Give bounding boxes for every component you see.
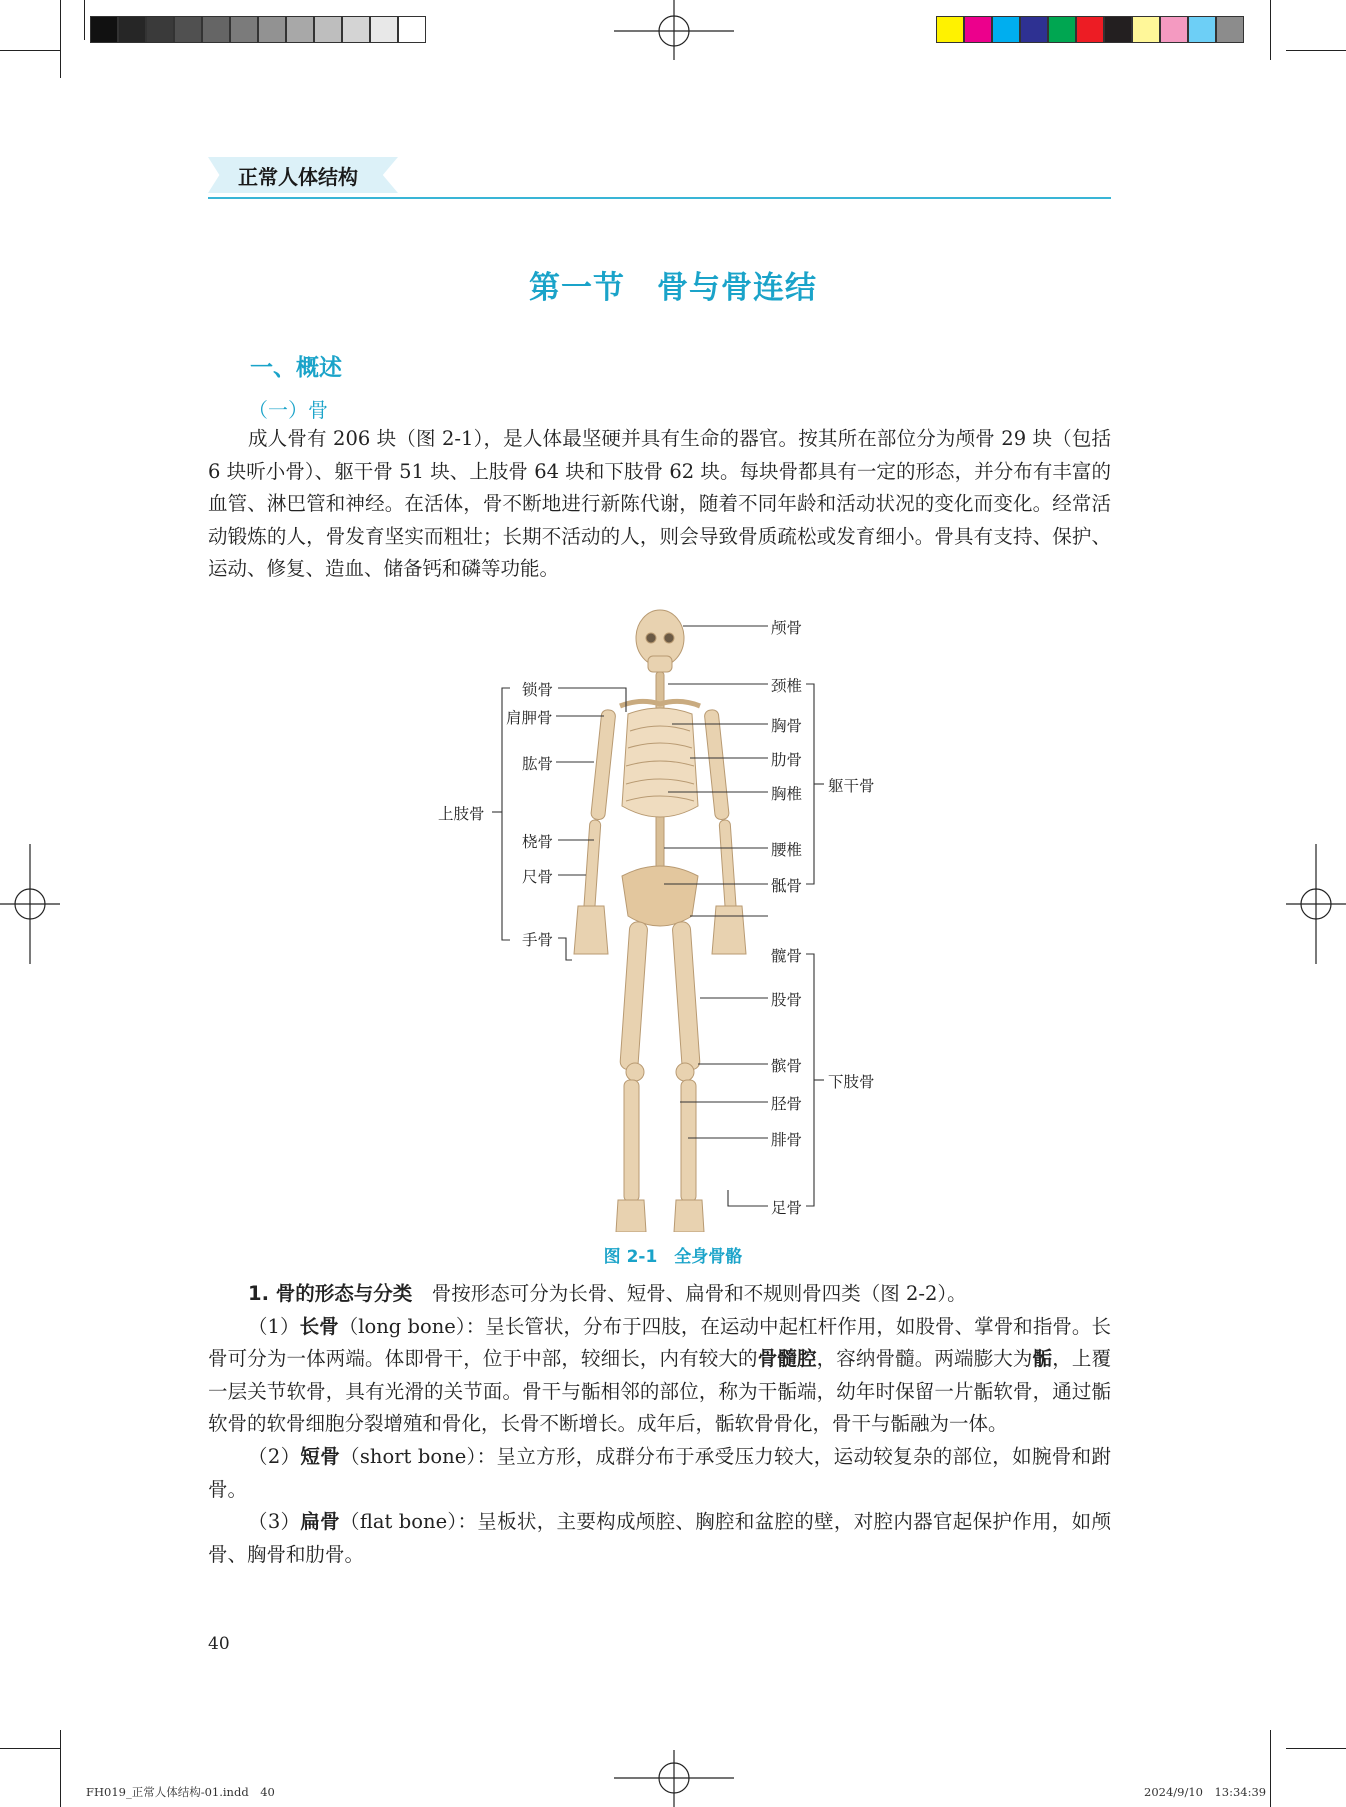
label-tibia: 胫骨 bbox=[771, 1095, 803, 1113]
label-hip: 髋骨 bbox=[771, 947, 803, 965]
paragraph-classification: 1. 骨的形态与分类 骨按形态可分为长骨、短骨、扁骨和不规则骨四类（图 2-2）。 bbox=[248, 1282, 967, 1305]
body-text bbox=[208, 1278, 1111, 1571]
label-ulna: 尺骨 bbox=[522, 868, 554, 886]
label-foot: 足骨 bbox=[771, 1199, 803, 1217]
label-trunk: 躯干骨 bbox=[828, 777, 875, 795]
label-lower-limb: 下肢骨 bbox=[828, 1073, 875, 1091]
heading-bone: （一）骨 bbox=[248, 398, 328, 422]
label-radius: 桡骨 bbox=[522, 833, 554, 851]
label-sacrum: 骶骨 bbox=[771, 877, 803, 895]
running-header: 正常人体结构 bbox=[238, 165, 358, 189]
intro-paragraph: 成人骨有 206 块（图 2-1），是人体最坚硬并具有生命的器官。按其所在部位分为颅骨 29 块（包括 6 块听小骨）、躯干骨 51 块、上肢骨 64 块和下肢骨 62 块。每块骨都具有一定的形态，并分布有丰富的血管、淋巴管和神经。在活体，骨不断地进行新陈代谢，随着不同年龄和活动状况的变化而变化。经常活动锻炼的人，骨发育坚实而粗壮；长期不活动的人，则会导致骨质疏松或发育细小。骨具有支持、保护、运动、修复、造血、储备钙和磷等功能。 bbox=[208, 427, 1111, 581]
label-lumbar: 腰椎 bbox=[771, 841, 803, 859]
label-cervical: 颈椎 bbox=[771, 677, 803, 695]
label-patella: 髌骨 bbox=[771, 1057, 803, 1075]
paragraph-long-bone: （1）长骨（long bone）：呈长管状，分布于四肢，在运动中起杠杆作用，如股骨、掌骨和指骨。长骨可分为一体两端。体即骨干，位于中部，较细长，内有较大的骨髓腔，容纳骨髓。两端膨大为骺，上覆一层关节软骨，具有光滑的关节面。骨干与骺相邻的部位，称为干骺端，幼年时保留一片骺软骨，通过骺软骨的软骨细胞分裂增殖和骨化，长骨不断增长。成年后，骺软骨骨化，骨干与骺融为一体。 bbox=[208, 1314, 1111, 1436]
term-short-bone: 短骨 bbox=[300, 1444, 341, 1468]
heading-overview: 一、概述 bbox=[250, 355, 342, 381]
label-skull: 颅骨 bbox=[771, 619, 803, 637]
label-humerus: 肱骨 bbox=[522, 755, 554, 773]
term-epiphysis: 骺 bbox=[1032, 1347, 1053, 1371]
paragraph-flat-bone: （3）扁骨（flat bone）：呈板状，主要构成颅腔、胸腔和盆腔的壁，对腔内器官起保护作用，如颅骨、胸骨和肋骨。 bbox=[208, 1510, 1111, 1566]
figure-caption: 图 2-1 全身骨骼 bbox=[603, 1247, 743, 1267]
label-fibula: 腓骨 bbox=[771, 1131, 803, 1149]
term-classification: 1. 骨的形态与分类 bbox=[248, 1282, 413, 1305]
section-title: 第一节 骨与骨连结 bbox=[529, 270, 817, 306]
footer-file-name: FH019_正常人体结构-01.indd 40 bbox=[86, 1785, 275, 1799]
label-scapula: 肩胛骨 bbox=[506, 709, 553, 727]
label-ribs: 肋骨 bbox=[771, 751, 803, 769]
term-long-bone: 长骨 bbox=[299, 1314, 339, 1338]
term-flat-bone: 扁骨 bbox=[300, 1510, 340, 1534]
label-sternum: 胸骨 bbox=[771, 717, 803, 735]
term-marrow-cavity: 骨髓腔 bbox=[757, 1347, 817, 1371]
label-thoracic: 胸椎 bbox=[771, 785, 803, 803]
label-upper-limb: 上肢骨 bbox=[438, 805, 485, 823]
label-hand: 手骨 bbox=[522, 931, 554, 949]
label-clavicle: 锁骨 bbox=[522, 681, 554, 699]
page-number: 40 bbox=[208, 1634, 230, 1654]
label-femur: 股骨 bbox=[771, 991, 803, 1009]
footer-timestamp: 2024/9/10 13:34:39 bbox=[1144, 1785, 1267, 1799]
paragraph-short-bone: （2）短骨（short bone）：呈立方形，成群分布于承受压力较大，运动较复杂的部位，如腕骨和跗骨。 bbox=[208, 1444, 1111, 1501]
